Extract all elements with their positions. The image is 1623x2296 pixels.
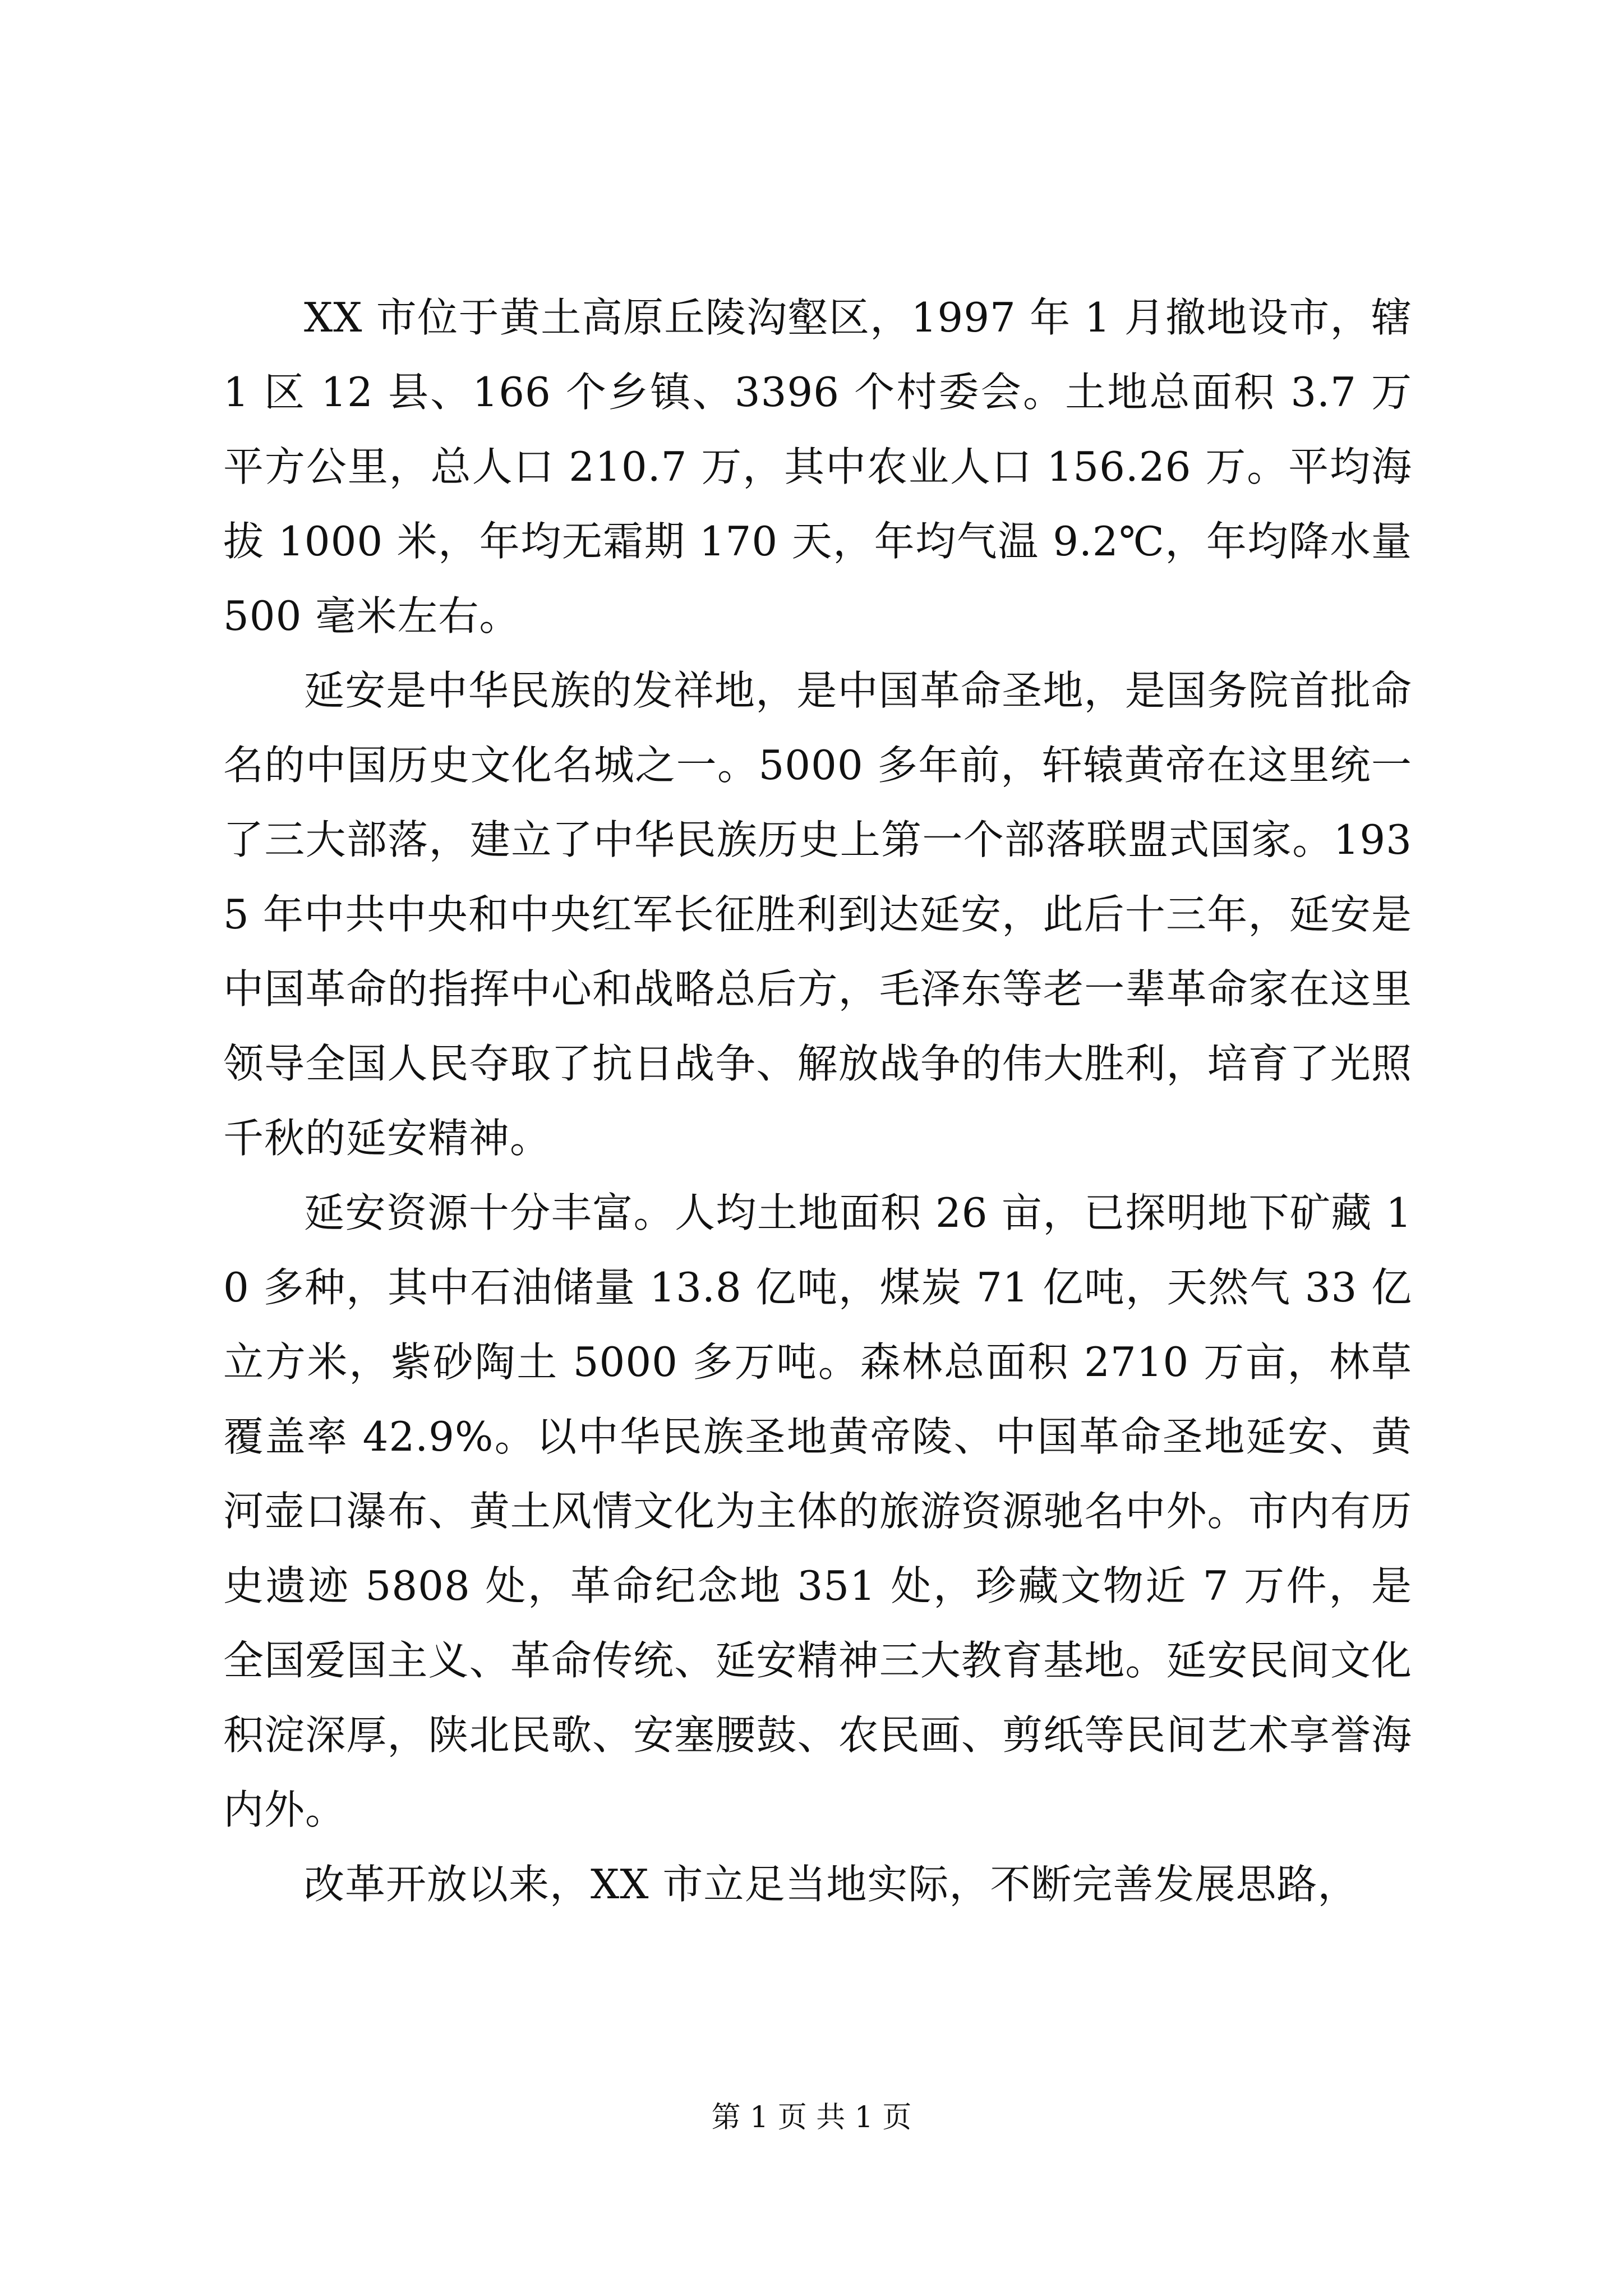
paragraph-overview: XX 市位于黄土高原丘陵沟壑区，1997 年 1 月撤地设市，辖 1 区 12 县、166 个乡镇、3396 个村委会。土地总面积 3.7 万平方公里，总人口 210.7 万，其中农业人口 156.26 万。平均海拔 1000 米，年均无霜期 170 天，年均气温 9.2℃，年均降水量 500 毫米左右。 (223, 294, 1412, 639)
paragraph-resources: 延安资源十分丰富。人均土地面积 26 亩，已探明地下矿藏 10 多种，其中石油储量 13.8 亿吨，煤炭 71 亿吨，天然气 33 亿立方米，紫砂陶土 5000 多万吨。森林总面积 2710 万亩，林草覆盖率 42.9%。以中华民族圣地黄帝陵、中国革命圣地延安、黄河壶口瀑布、黄土风情文化为主体的旅游资源驰名中外。市内有历史遗迹 5808 处，革命纪念地 351 处，珍藏文物近 7 万件，是全国爱国主义、革命传统、延安精神三大教育基地。延安民间文化积淀深厚，陕北民歌、安塞腰鼓、农民画、剪纸等民间艺术享誉海内外。 (223, 1189, 1412, 1833)
document-body (223, 280, 1412, 1922)
paragraph-reform: 改革开放以来，XX 市立足当地实际，不断完善发展思路， (304, 1861, 1359, 1908)
page-footer: 第 1 页 共 1 页 (711, 2101, 912, 2134)
paragraph-history: 延安是中华民族的发祥地，是中国革命圣地，是国务院首批命名的中国历史文化名城之一。5000 多年前，轩辕黄帝在这里统一了三大部落，建立了中华民族历史上第一个部落联盟式国家。1935 年中共中央和中央红军长征胜利到达延安，此后十三年，延安是中国革命的指挥中心和战略总后方，毛泽东等老一辈革命家在这里领导全国人民夺取了抗日战争、解放战争的伟大胜利，培育了光照千秋的延安精神。 (223, 667, 1412, 1162)
